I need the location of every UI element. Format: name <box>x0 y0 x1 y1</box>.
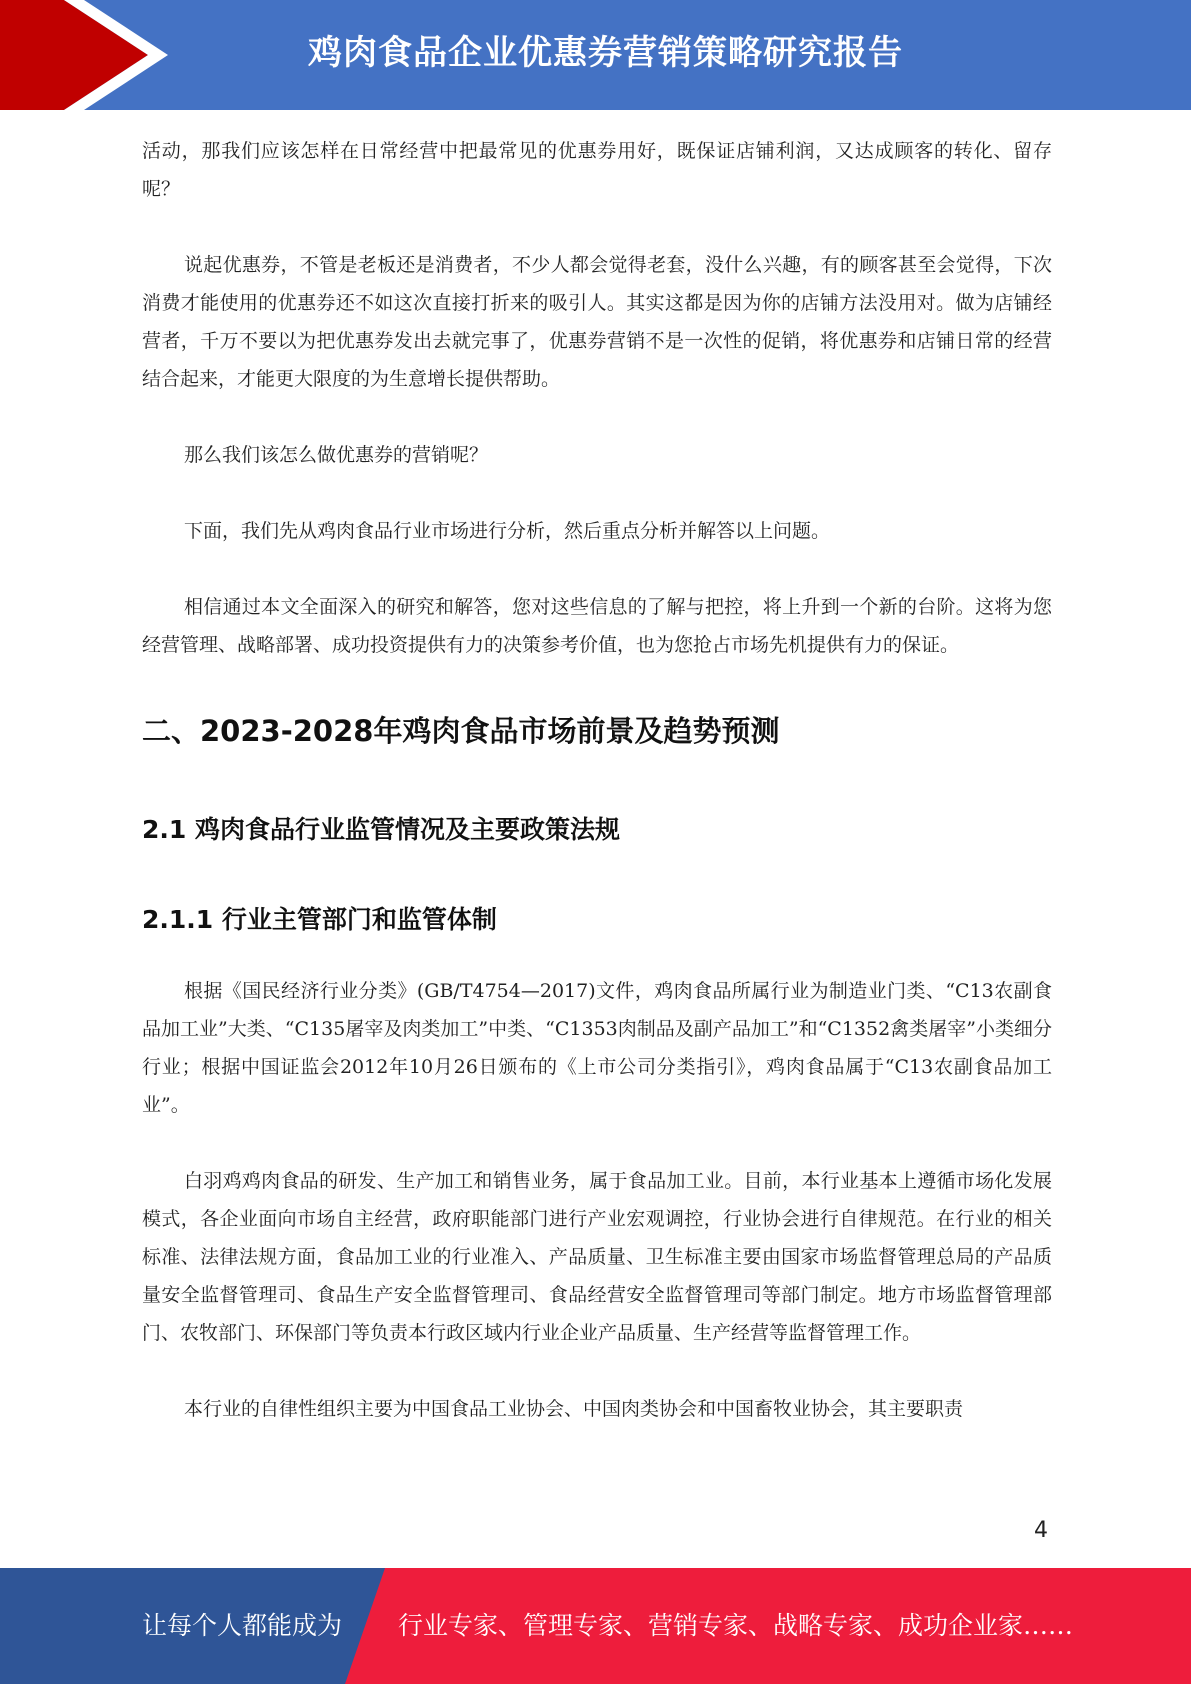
document-body <box>142 132 1052 1428</box>
page-number: 4 <box>1034 1518 1048 1543</box>
paragraph: 相信通过本文全面深入的研究和解答，您对这些信息的了解与把控，将上升到一个新的台阶。这将为您经营管理、战略部署、成功投资提供有力的决策参考价值，也为您抢占市场先机提供有力的保证。 <box>142 596 1052 656</box>
section-heading: 二、2023-2028年鸡肉食品市场前景及趋势预测 <box>142 714 780 748</box>
paragraph: 那么我们该怎么做优惠券的营销呢？ <box>184 444 489 466</box>
paragraph: 白羽鸡鸡肉食品的研发、生产加工和销售业务，属于食品加工业。目前，本行业基本上遵循市场化发展模式，各企业面向市场自主经营，政府职能部门进行产业宏观调控，行业协会进行自律规范。在行业的相关标准、法律法规方面，食品加工业的行业准入、产品质量、卫生标准主要由国家市场监督管理总局的产品质量安全监督管理司、食品生产安全监督管理司、食品经营安全监督管理司等部门制定。地方市场监督管理部门、农牧部门、环保部门等负责本行政区域内行业企业产品质量、生产经营等监督管理工作。 <box>142 1170 1052 1344</box>
report-title: 鸡肉食品企业优惠券营销策略研究报告 <box>308 33 903 73</box>
paragraph: 下面，我们先从鸡肉食品行业市场进行分析，然后重点分析并解答以上问题。 <box>184 520 831 542</box>
subsection-heading: 2.1 鸡肉食品行业监管情况及主要政策法规 <box>142 815 620 844</box>
page-header <box>0 0 1191 110</box>
paragraph: 说起优惠券，不管是老板还是消费者，不少人都会觉得老套，没什么兴趣，有的顾客甚至会觉得，下次消费才能使用的优惠券还不如这次直接打折来的吸引人。其实这都是因为你的店铺方法没用对。做为店铺经营者，千万不要以为把优惠券发出去就完事了，优惠券营销不是一次性的促销，将优惠券和店铺日常的经营结合起来，才能更大限度的为生意增长提供帮助。 <box>142 254 1052 390</box>
footer-slogan-left: 让每个人都能成为 <box>142 1611 343 1640</box>
subsubsection-heading: 2.1.1 行业主管部门和监管体制 <box>142 905 497 934</box>
paragraph: 本行业的自律性组织主要为中国食品工业协会、中国肉类协会和中国畜牧业协会，其主要职责 <box>184 1398 964 1420</box>
page-footer <box>0 1568 1191 1684</box>
paragraph: 活动，那我们应该怎样在日常经营中把最常见的优惠券用好，既保证店铺利润，又达成顾客的转化、留存呢？ <box>142 140 1052 200</box>
footer-slogan-right: 行业专家、管理专家、营销专家、战略专家、成功企业家…… <box>398 1611 1074 1640</box>
paragraph: 根据《国民经济行业分类》(GB/T4754—2017)文件，鸡肉食品所属行业为制造业门类、“C13农副食品加工业”大类、“C135屠宰及肉类加工”中类、“C1353肉制品及副产品加工”和“C1352禽类屠宰”小类细分行业；根据中国证监会2012年10月26日颁布的《上市公司分类指引》，鸡肉食品属于“C13农副食品加工业”。 <box>142 980 1052 1116</box>
